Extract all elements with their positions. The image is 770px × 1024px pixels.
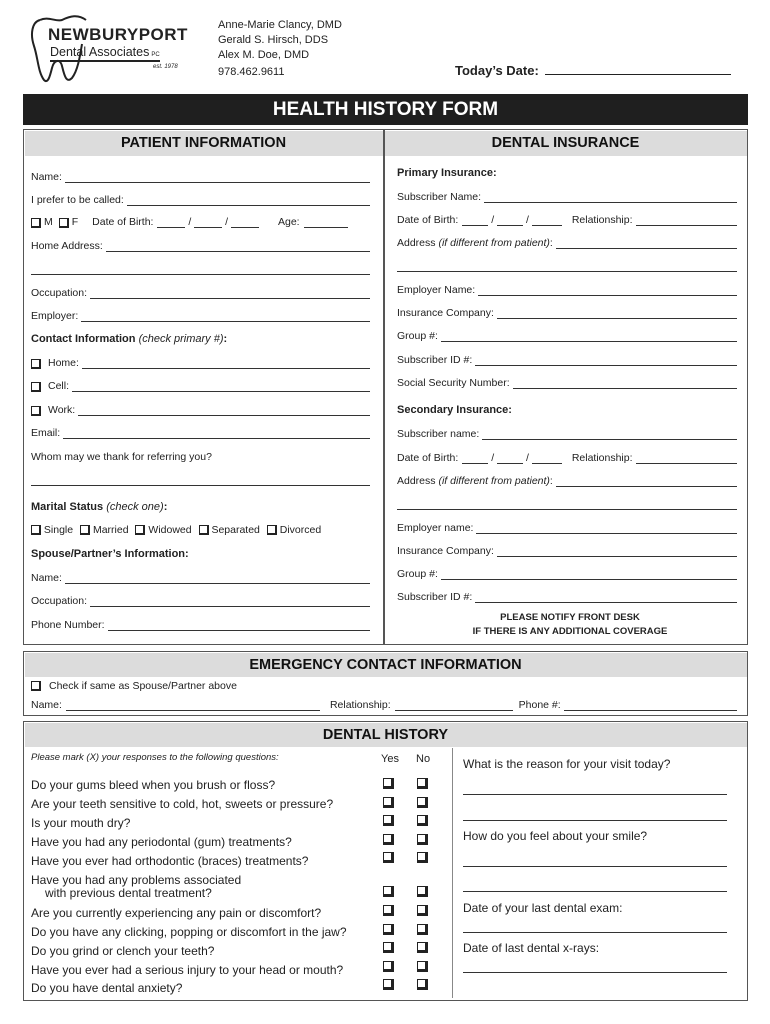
notice-line: IF THERE IS ANY ADDITIONAL COVERAGE	[472, 626, 668, 637]
sec-group-field[interactable]	[397, 568, 737, 580]
dob-label: Date of Birth:	[92, 216, 154, 228]
marital-option-label: Separated	[211, 524, 260, 536]
field-label: Email:	[31, 427, 61, 439]
question-periodontal: Have you had any periodontal (gum) treatments?	[31, 835, 292, 849]
referral-line[interactable]	[31, 485, 370, 486]
field-label	[397, 475, 553, 487]
emergency-contact-heading: EMERGENCY CONTACT INFORMATION	[25, 653, 747, 677]
field-label: Subscriber ID #:	[397, 591, 473, 603]
widowed-checkbox[interactable]	[135, 525, 145, 535]
todays-date-field[interactable]	[455, 63, 731, 78]
dob-year-line[interactable]	[532, 217, 562, 226]
spouse-info-title: Spouse/Partner’s Information:	[31, 548, 189, 560]
primary-address-line-2[interactable]	[397, 271, 737, 272]
field-label: Occupation:	[31, 595, 88, 607]
patient-info-heading: PATIENT INFORMATION	[25, 131, 383, 156]
yes-checkbox[interactable]	[383, 942, 394, 953]
coverage-notice	[395, 611, 745, 639]
work-phone-checkbox[interactable]	[31, 406, 41, 416]
married-checkbox[interactable]	[80, 525, 90, 535]
question-anxiety: Do you have dental anxiety?	[31, 981, 183, 995]
dob-year-line[interactable]	[532, 455, 562, 464]
no-checkbox[interactable]	[417, 797, 428, 808]
emergency-phone-line[interactable]	[564, 701, 737, 711]
marital-status-title	[31, 501, 167, 513]
same-as-spouse-checkbox[interactable]	[31, 681, 41, 691]
sec-subscriber-name-field[interactable]	[397, 428, 737, 440]
relationship-label: Relationship:	[571, 214, 633, 226]
question-problems-previous: Have you had any problems associated	[31, 873, 242, 887]
same-as-label: Check if same as Spouse/Partner above	[49, 680, 237, 692]
employer-field[interactable]	[31, 310, 370, 322]
separated-checkbox[interactable]	[199, 525, 209, 535]
field-label: Insurance Company:	[397, 307, 494, 319]
female-checkbox[interactable]	[59, 218, 69, 228]
yes-checkbox[interactable]	[383, 905, 394, 916]
ssn-field[interactable]	[397, 377, 737, 389]
last-xray-label: Date of last dental x-rays:	[463, 941, 600, 955]
doctor-name: Gerald S. Hirsch, DDS	[218, 34, 329, 46]
contact-title-text: Contact Information	[31, 333, 136, 345]
emergency-name-line[interactable]	[66, 702, 320, 711]
dob-month-line[interactable]	[462, 455, 488, 464]
question-grind: Do you grind or clench your teeth?	[31, 944, 215, 958]
logo-name: NEWBURYPORT	[48, 25, 188, 44]
logo-pc: PC	[151, 52, 160, 58]
contact-note: (check primary #)	[138, 333, 224, 345]
no-checkbox[interactable]	[417, 905, 428, 916]
sex-dob-age-row: M F Date of Birth: / / Age:	[31, 216, 370, 228]
spouse-phone-field[interactable]	[31, 619, 370, 631]
no-checkbox[interactable]	[417, 834, 428, 845]
marital-option-label: Single	[43, 524, 74, 536]
yes-checkbox[interactable]	[383, 834, 394, 845]
doctor-name: Anne-Marie Clancy, DMD	[218, 19, 342, 31]
visit-reason-line[interactable]	[463, 794, 727, 795]
cell-phone-checkbox[interactable]	[31, 382, 41, 392]
field-label: Employer:	[31, 310, 79, 322]
logo-est: est. 1978	[153, 64, 178, 70]
relationship-label: Relationship:	[571, 452, 633, 464]
no-checkbox[interactable]	[417, 979, 428, 990]
no-column-header: No	[416, 753, 431, 765]
field-label: Occupation:	[31, 287, 88, 299]
no-checkbox[interactable]	[417, 852, 428, 863]
form-title: HEALTH HISTORY FORM	[23, 94, 748, 125]
practice-phone: 978.462.9611	[218, 66, 285, 78]
question-injury: Have you ever had a serious injury to your head or mouth?	[31, 963, 344, 977]
patient-name-field[interactable]	[31, 171, 370, 183]
yes-checkbox[interactable]	[383, 815, 394, 826]
contact-colon: :	[223, 333, 228, 345]
spouse-name-field[interactable]	[31, 572, 370, 584]
marital-option-label: Widowed	[148, 524, 192, 536]
no-checkbox[interactable]	[417, 961, 428, 972]
todays-date-label: Today’s Date:	[455, 63, 539, 78]
marital-option-label: Divorced	[279, 524, 322, 536]
no-checkbox[interactable]	[417, 924, 428, 935]
emergency-phone-label: Phone #:	[518, 699, 561, 711]
field-label: Social Security Number:	[397, 377, 510, 389]
address-note: (if different from patient)	[438, 475, 550, 487]
field-label: Employer name:	[397, 522, 474, 534]
no-checkbox[interactable]	[417, 778, 428, 789]
marital-colon: :	[163, 501, 168, 513]
yes-checkbox[interactable]	[383, 886, 394, 897]
female-label: F	[71, 216, 79, 228]
question-orthodontic: Have you ever had orthodontic (braces) treatments?	[31, 854, 309, 868]
primary-address-field[interactable]	[397, 237, 737, 249]
address-colon: :	[549, 475, 553, 487]
dental-column-divider	[452, 748, 453, 998]
no-checkbox[interactable]	[417, 942, 428, 953]
dob-year-line[interactable]	[231, 219, 259, 228]
secondary-dob-relationship-row: Date of Birth: / / Relationship:	[397, 452, 737, 464]
yes-checkbox[interactable]	[383, 961, 394, 972]
field-label: Employer Name:	[397, 284, 476, 296]
email-field[interactable]	[31, 427, 370, 439]
no-checkbox[interactable]	[417, 886, 428, 897]
smile-feeling-line[interactable]	[463, 866, 727, 867]
secondary-insurance-title: Secondary Insurance:	[397, 404, 512, 416]
relationship-line[interactable]	[636, 216, 737, 226]
field-label: Insurance Company:	[397, 545, 494, 557]
male-checkbox[interactable]	[31, 218, 41, 228]
dental-history-heading: DENTAL HISTORY	[25, 723, 747, 747]
emergency-relationship-line[interactable]	[395, 702, 513, 711]
subscriber-id-field[interactable]	[397, 354, 737, 366]
smile-feeling-label: How do you feel about your smile?	[463, 829, 648, 843]
age-line[interactable]	[304, 219, 348, 228]
age-label: Age:	[277, 216, 300, 228]
yes-checkbox[interactable]	[383, 924, 394, 935]
field-label: Name:	[31, 572, 62, 584]
home-address-field[interactable]	[31, 240, 370, 252]
dob-month-line[interactable]	[462, 217, 488, 226]
last-exam-label: Date of your last dental exam:	[463, 901, 623, 915]
field-label: Subscriber name:	[397, 428, 480, 440]
marital-title-text: Marital Status	[31, 501, 104, 513]
last-xray-line[interactable]	[463, 972, 727, 973]
occupation-field[interactable]	[31, 287, 370, 299]
sec-employer-field[interactable]	[397, 522, 737, 534]
dob-month-line[interactable]	[157, 219, 185, 228]
field-label: Name:	[31, 171, 62, 183]
emergency-name-label: Name:	[31, 699, 62, 711]
single-checkbox[interactable]	[31, 525, 41, 535]
yes-checkbox[interactable]	[383, 852, 394, 863]
marital-options	[31, 524, 321, 536]
sec-company-field[interactable]	[397, 545, 737, 557]
emergency-relationship-label: Relationship:	[329, 699, 391, 711]
last-exam-line[interactable]	[463, 932, 727, 933]
visit-reason-line[interactable]	[463, 820, 727, 821]
question-pain: Are you currently experiencing any pain or discomfort?	[31, 906, 322, 920]
dob-day-line[interactable]	[497, 217, 523, 226]
preferred-name-field[interactable]	[31, 194, 370, 206]
emergency-row	[31, 699, 737, 711]
field-label: Home:	[48, 357, 79, 369]
field-label: Work:	[48, 404, 76, 416]
question-gums-bleed: Do your gums bleed when you brush or floss?	[31, 778, 276, 792]
sec-subscriber-id-field[interactable]	[397, 591, 737, 603]
divorced-checkbox[interactable]	[267, 525, 277, 535]
field-label: Phone Number:	[31, 619, 105, 631]
field-label: Group #:	[397, 330, 438, 342]
subscriber-name-field[interactable]	[397, 191, 737, 203]
home-phone-checkbox[interactable]	[31, 359, 41, 369]
dental-instructions: Please mark (X) your responses to the following questions:	[31, 752, 279, 763]
address-colon: :	[549, 237, 553, 249]
cell-phone-field[interactable]	[31, 380, 370, 392]
dob-label: Date of Birth:	[397, 452, 459, 464]
primary-insurance-title: Primary Insurance:	[397, 167, 497, 179]
primary-dob-relationship-row: Date of Birth: / / Relationship:	[397, 214, 737, 226]
group-number-field[interactable]	[397, 330, 737, 342]
logo-subtitle-text: Dental Associates	[50, 45, 150, 59]
field-label	[397, 237, 553, 249]
home-address-line-2[interactable]	[31, 274, 370, 275]
dob-label: Date of Birth:	[397, 214, 459, 226]
doctor-name: Alex M. Doe, DMD	[218, 49, 310, 61]
address-label: Address	[397, 237, 436, 249]
contact-info-title	[31, 333, 227, 345]
field-label: Group #:	[397, 568, 438, 580]
question-dry-mouth: Is your mouth dry?	[31, 816, 131, 830]
employer-name-field[interactable]	[397, 284, 737, 296]
field-label: I prefer to be called:	[31, 194, 124, 206]
question-sensitive-teeth: Are your teeth sensitive to cold, hot, sweets or pressure?	[31, 797, 334, 811]
yes-checkbox[interactable]	[383, 778, 394, 789]
address-label: Address	[397, 475, 436, 487]
question-jaw: Do you have any clicking, popping or discomfort in the jaw?	[31, 925, 347, 939]
yes-checkbox[interactable]	[383, 797, 394, 808]
question-problems-previous-cont: with previous dental treatment?	[45, 886, 212, 900]
same-as-spouse-option[interactable]	[31, 680, 237, 692]
visit-reason-label: What is the reason for your visit today?	[463, 757, 671, 771]
dental-insurance-heading: DENTAL INSURANCE	[385, 131, 747, 156]
secondary-address-field[interactable]	[397, 475, 737, 487]
relationship-line[interactable]	[636, 454, 737, 464]
field-label: Subscriber ID #:	[397, 354, 473, 366]
no-checkbox[interactable]	[417, 815, 428, 826]
marital-option-label: Married	[92, 524, 129, 536]
notice-line: PLEASE NOTIFY FRONT DESK	[500, 612, 640, 623]
male-label: M	[44, 216, 53, 228]
home-phone-field[interactable]	[31, 357, 370, 369]
todays-date-line[interactable]	[545, 63, 731, 75]
column-divider	[383, 129, 385, 645]
yes-column-header: Yes	[381, 753, 399, 765]
field-label: Subscriber Name:	[397, 191, 482, 203]
marital-note: (check one)	[106, 501, 164, 513]
address-note: (if different from patient)	[438, 237, 550, 249]
insurance-company-field[interactable]	[397, 307, 737, 319]
work-phone-field[interactable]	[31, 404, 370, 416]
spouse-occupation-field[interactable]	[31, 595, 370, 607]
yes-checkbox[interactable]	[383, 979, 394, 990]
doctor-list	[218, 18, 342, 63]
field-label: Cell:	[48, 380, 70, 392]
dob-day-line[interactable]	[194, 219, 222, 228]
smile-feeling-line[interactable]	[463, 891, 727, 892]
logo-subtitle	[50, 45, 160, 62]
field-label: Home Address:	[31, 240, 103, 252]
referral-label: Whom may we thank for referring you?	[31, 451, 212, 463]
secondary-address-line-2[interactable]	[397, 509, 737, 510]
dob-day-line[interactable]	[497, 455, 523, 464]
practice-logo	[30, 12, 190, 84]
